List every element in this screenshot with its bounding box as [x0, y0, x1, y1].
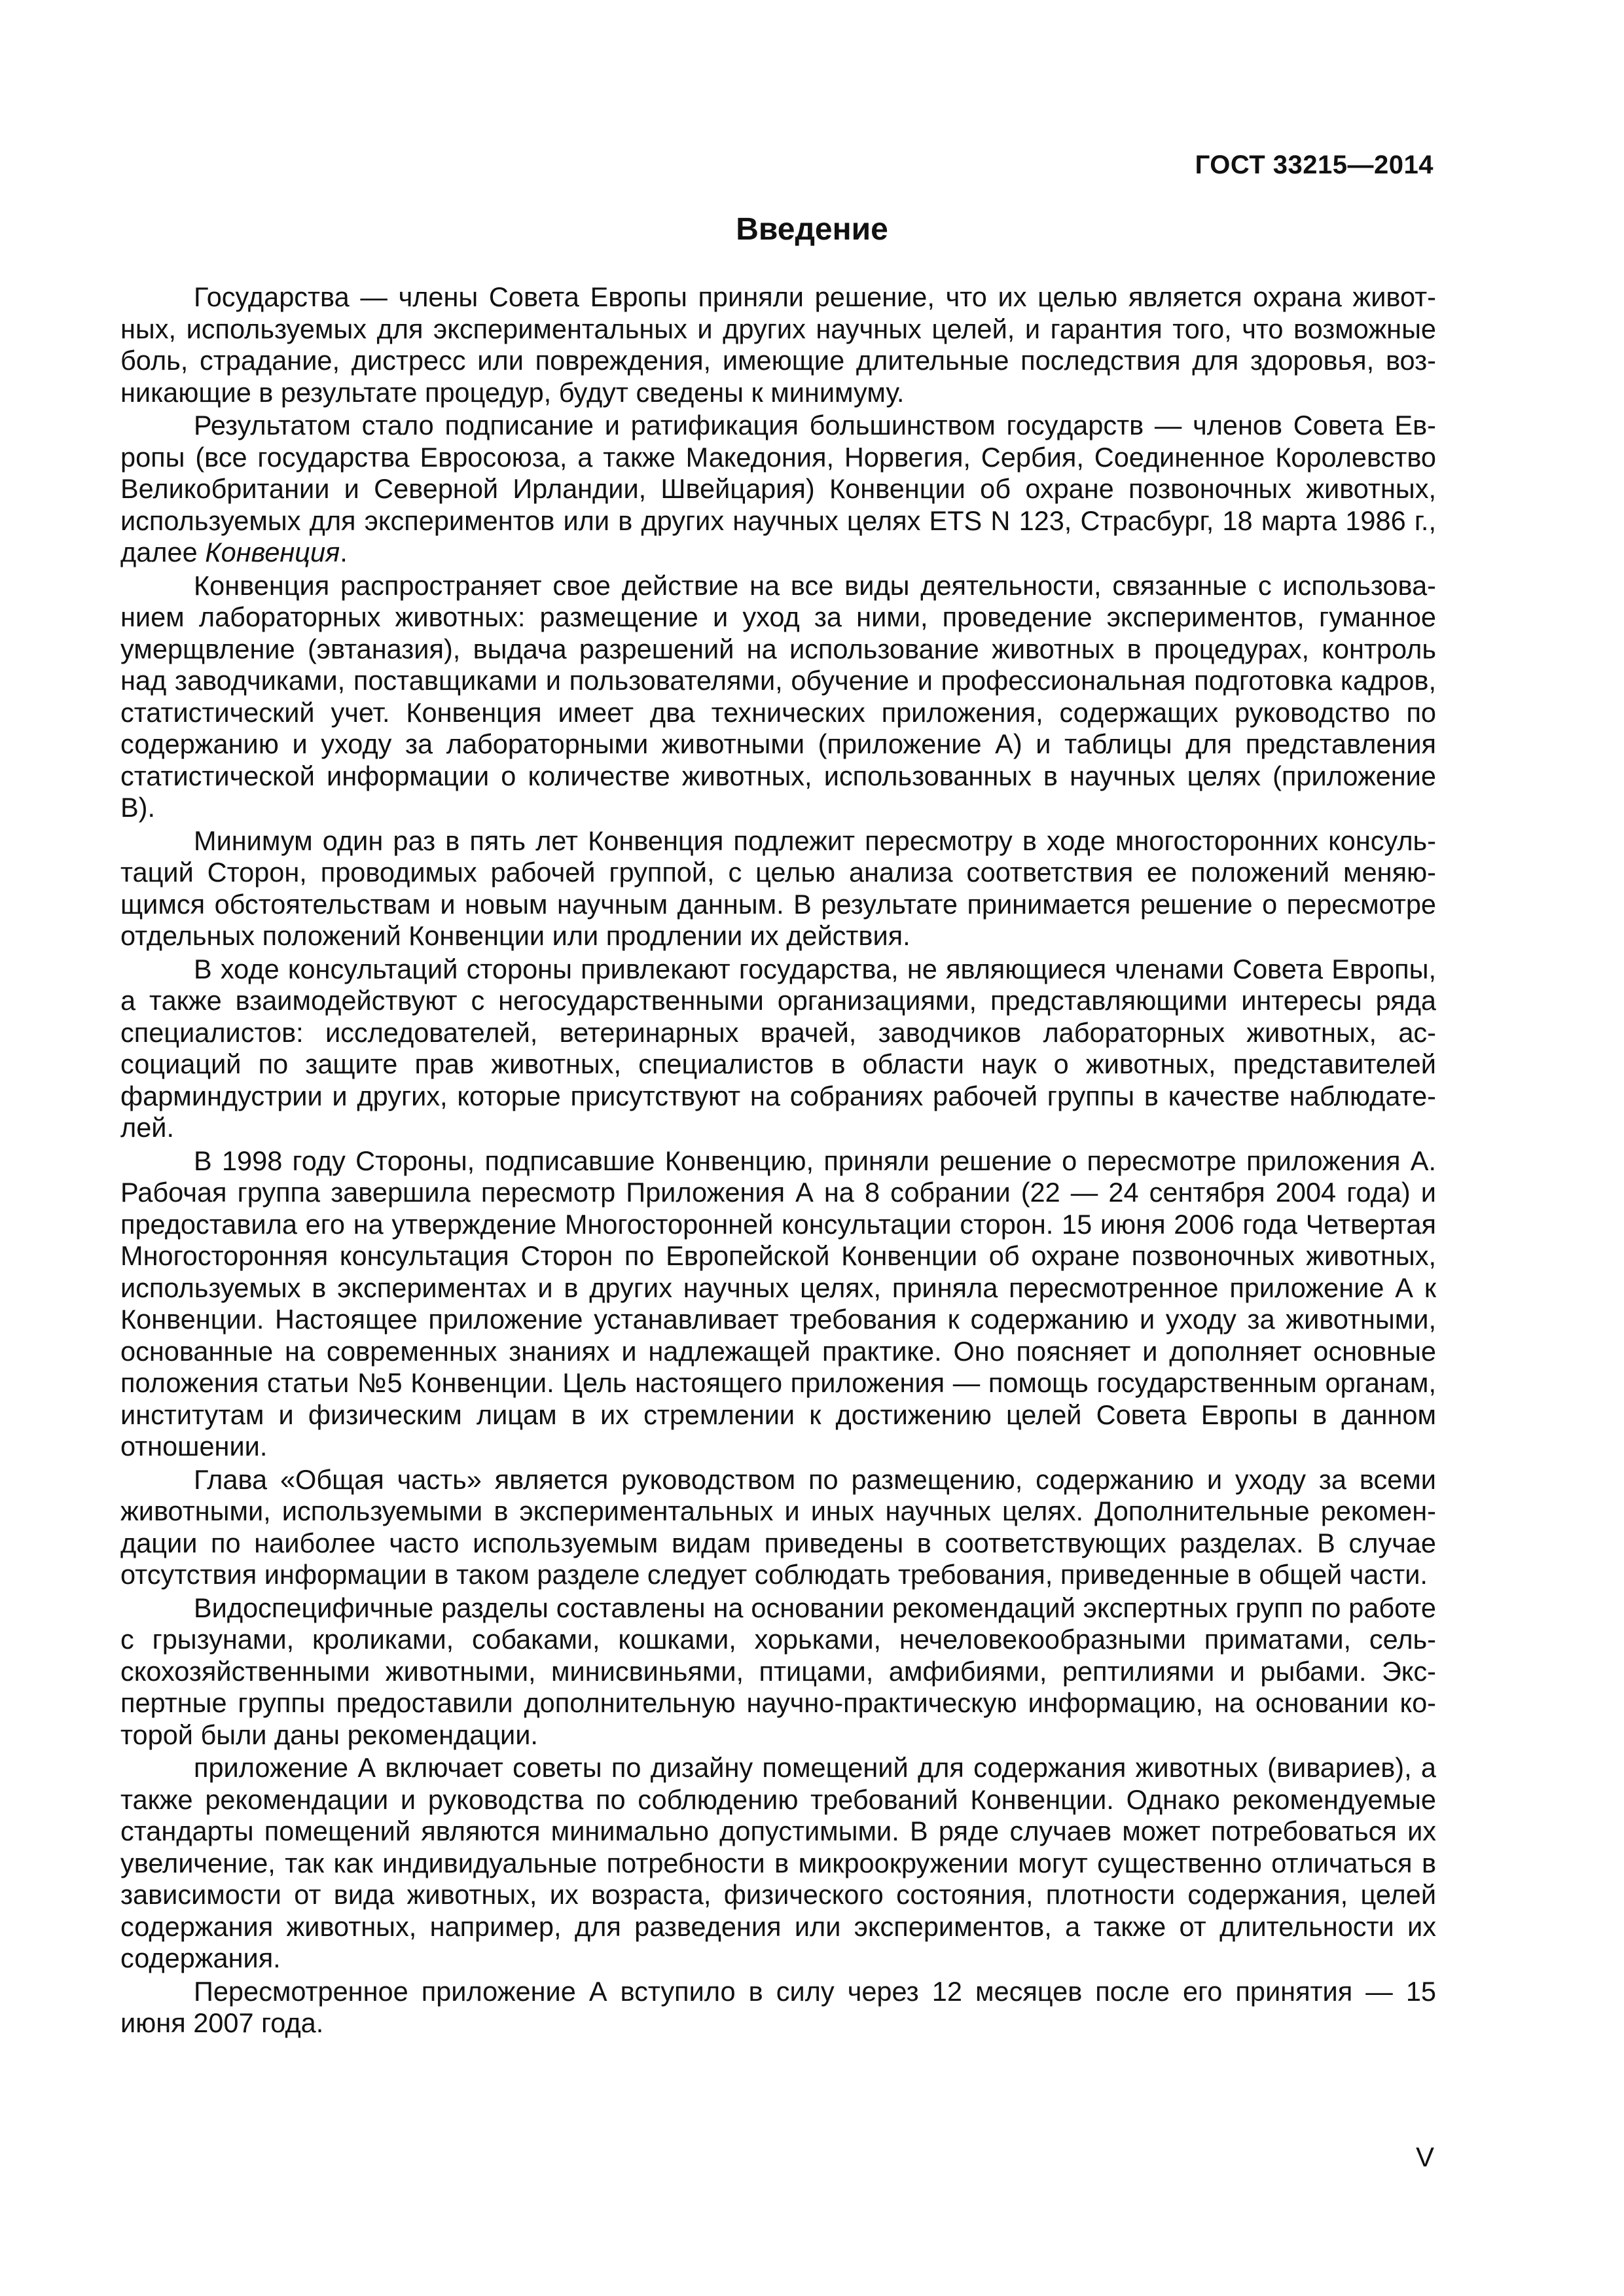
body-text	[120, 281, 1436, 2041]
paragraph-4: Минимум один раз в пять лет Конвенция подлежит пересмотру в ходе многосторонних консультаций Сторон, проводимых рабочей группой, с целью анализа соответствия ее положений меняющимся обстоятельствам и новым научным данным. В результате принимается решение о пересмотре отдельных положений Конвенции или продлении их действия.	[120, 825, 1436, 951]
paragraph-2	[120, 410, 1436, 569]
paragraph-3: Конвенция распространяет свое действие на все виды деятельности, связанные с использованием лабораторных животных: размещение и уход за ними, проведение экспериментов, гуманное умерщвление (эвтаназия), выдача разрешений на использование животных в процедурах, контроль над заводчиками, поставщиками и пользователями, обучение и профессиональная подготовка кадров, статистический учет. Конвенция имеет два технических приложения, содержащих руководство по содержанию и уходу за лабораторными животными (приложение А) и таблицы для представления статистической информации о количестве животных, использованных в научных целях (приложение В).	[120, 569, 1436, 823]
paragraph-5: В ходе консультаций стороны привлекают государства, не являющиеся членами Совета Европы, а также взаимодействуют с негосударственными организациями, представляющими интересы ряда специалистов: исследователей, ветеринарных врачей, заводчиков лабораторных животных, ассоциаций по защите прав животных, специалистов в области наук о животных, представителей фарминдустрии и других, которые присутствуют на собраниях рабочей группы в качестве наблюдателей.	[120, 953, 1436, 1143]
paragraph-6: В 1998 году Стороны, подписавшие Конвенцию, приняли решение о пересмотре приложения А. Рабочая группа завершила пересмотр Приложения А на 8 собрании (22 — 24 сентября 2004 года) и предоставила его на утверждение Многосторонней консультации сторон. 15 июня 2006 года Четвертая Многосторонняя консультация Сторон по Европейской Конвенции об охране позвоночных животных, используемых в экспериментах и в других научных целях, приняла пересмотренное приложение А к Конвенции. Настоящее приложение устанавливает требования к содержанию и уходу за животными, основанные на современных знаниях и надлежащей практике. Оно поясняет и дополняет основные положения статьи №5 Конвенции. Цель настоящего приложения — помощь государственным органам, институтам и физическим лицам в их стремлении к достижению целей Совета Европы в данном отношении.	[120, 1145, 1436, 1462]
paragraph-10: Пересмотренное приложение А вступило в силу через 12 месяцев после его принятия — 15 июня 2007 года.	[120, 1975, 1436, 2038]
paragraph-7: Глава «Общая часть» является руководством по размещению, содержанию и уходу за всеми животными, используемыми в экспериментальных и иных научных целях. Дополнительные рекомендации по наиболее часто используемым видам приведены в соответствующих разделах. В случае отсутствия информации в таком разделе следует соблюдать требования, приведенные в общей части.	[120, 1463, 1436, 1590]
document-code: ГОСТ 33215—2014	[1195, 151, 1434, 179]
paragraph-2-text: Результатом стало подписание и ратификация большинством государств — членов Совета Европы (все государства Евросоюза, а также Македония, Норвегия, Сербия, Соединенное Королевство Великобритании и Северной Ирландии, Швейцария) Конвенции об охране позвоночных животных, используемых для экспериментов или в других научных целях ETS N 123, Страсбург, 18 марта 1986 г., далее	[120, 410, 1436, 567]
page-number: V	[1415, 2142, 1434, 2172]
page-title: Введение	[736, 212, 888, 247]
paragraph-1: Государства — члены Совета Европы приняли решение, что их целью является охрана животных, используемых для экспериментальных и других научных целей, и гарантия того, что возможные боль, страдание, дистресс или повреждения, имеющие длительные последствия для здоровья, возникающие в результате процедур, будут сведены к минимуму.	[120, 281, 1436, 408]
paragraph-8: Видоспецифичные разделы составлены на основании рекомендаций экспертных групп по работе с грызунами, кроликами, собаками, кошками, хорьками, нечеловекообразными приматами, сельскохозяйственными животными, минисвиньями, птицами, амфибиями, рептилиями и рыбами. Экспертные группы предоставили дополнительную научно-практическую информацию, на основании которой были даны рекомендации.	[120, 1592, 1436, 1750]
paragraph-2-after: .	[340, 537, 348, 567]
paragraph-2-emphasis: Конвенция	[205, 537, 340, 567]
paragraph-9: приложение А включает советы по дизайну помещений для содержания животных (вивариев), а также рекомендации и руководства по соблюдению требований Конвенции. Однако рекомендуемые стандарты помещений являются минимально допустимыми. В ряде случаев может потребоваться их увеличение, так как индивидуальные потребности в микроокружении могут существенно отличаться в зависимости от вида животных, их возраста, физического состояния, плотности содержания, целей содержания животных, например, для разведения или экспериментов, а также от длительности их содержания.	[120, 1752, 1436, 1973]
